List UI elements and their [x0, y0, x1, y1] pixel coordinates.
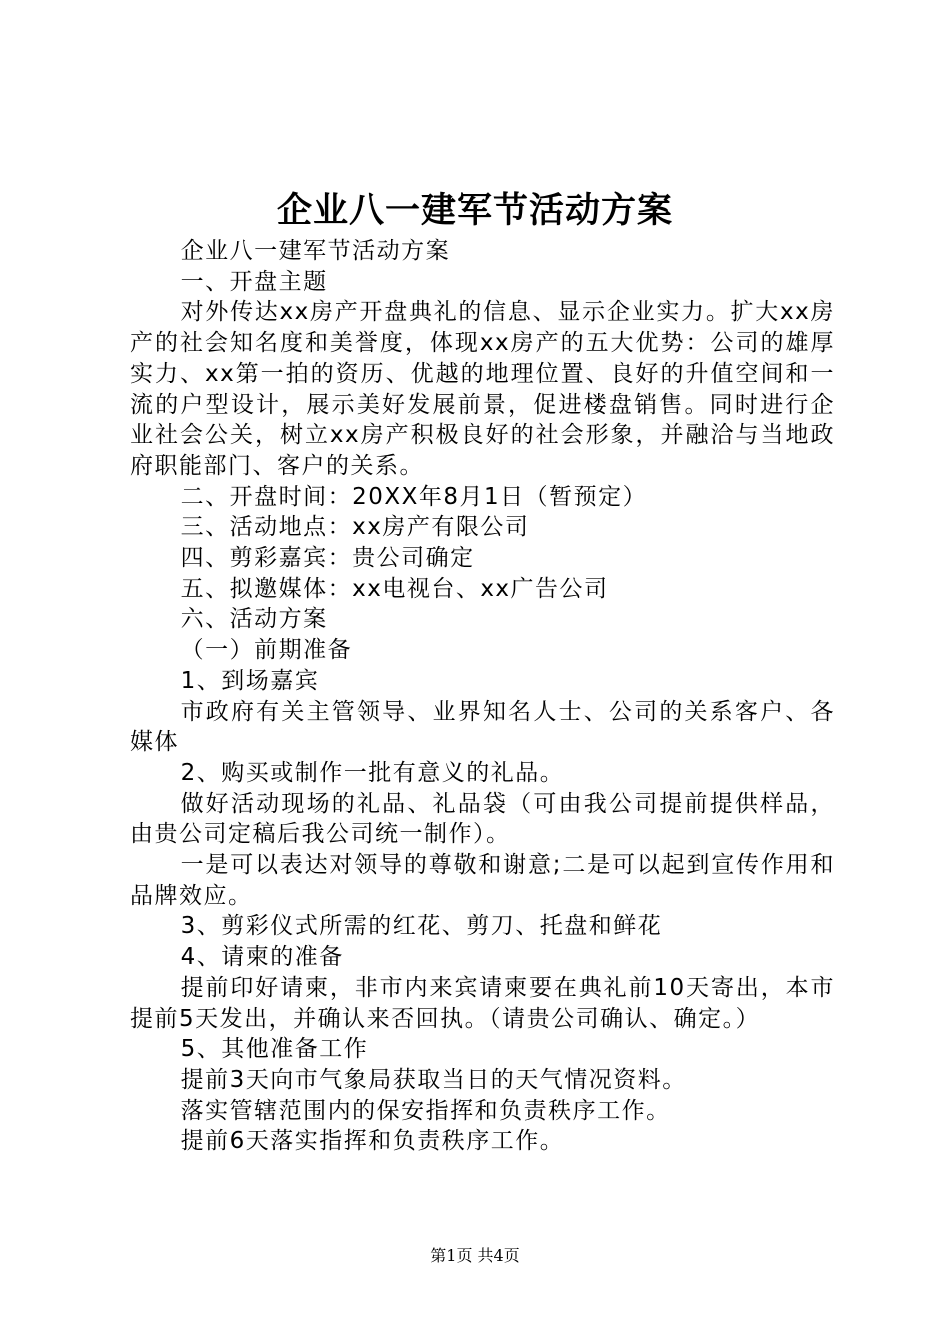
item-ribbon: 3、剪彩仪式所需的红花、剪刀、托盘和鲜花 [180, 913, 663, 940]
item-gifts: 2、购买或制作一批有意义的礼品。 [180, 759, 565, 786]
item-other: 5、其他准备工作 [180, 1036, 369, 1063]
heading-plan: 六、活动方案 [180, 606, 328, 633]
document-body [130, 236, 835, 1157]
item-guests: 1、到场嘉宾 [180, 667, 320, 694]
heading-guests: 四、剪彩嘉宾：贵公司确定 [180, 545, 475, 572]
page-number: 第1页 共4页 [430, 1246, 520, 1265]
document-title: 企业八一建军节活动方案 [276, 190, 673, 231]
paragraph-theme: 对外传达xx房产开盘典礼的信息、显示企业实力。扩大xx房产的社会知名度和美誉度，体现xx房产的五大优势：公司的雄厚实力、xx第一拍的资历、优越的地理位置、良好的升值空间和一流的户型设计，展示美好发展前景，促进楼盘销售。同时进行企业社会公关，树立xx房产积极良好的社会形象，并融洽与当地政府职能部门、客户的关系。 [130, 299, 835, 479]
paragraph-subtitle: 企业八一建军节活动方案 [180, 238, 451, 264]
heading-time: 二、开盘时间：20XX年8月1日（暂预定） [180, 483, 648, 510]
heading-media: 五、拟邀媒体：xx电视台、xx广告公司 [180, 575, 609, 602]
heading-theme: 一、开盘主题 [180, 268, 328, 295]
paragraph-guests: 市政府有关主管领导、业界知名人士、公司的关系客户、各媒体 [130, 698, 835, 756]
paragraph-command: 提前6天落实指挥和负责秩序工作。 [180, 1128, 565, 1155]
heading-preparation: （一）前期准备 [180, 637, 353, 664]
item-invitations: 4、请柬的准备 [180, 944, 344, 971]
paragraph-gifts: 做好活动现场的礼品、礼品袋（可由我公司提前提供样品，由贵公司定稿后我公司统一制作）。 [130, 790, 835, 848]
paragraph-invitations: 提前印好请柬，非市内来宾请柬要在典礼前10天寄出，本市提前5天发出，并确认来否回执。（请贵公司确认、确定。） [130, 974, 835, 1032]
paragraph-gifts-purpose: 一是可以表达对领导的尊敬和谢意;二是可以起到宣传作用和品牌效应。 [130, 852, 835, 909]
paragraph-security: 落实管辖范围内的保安指挥和负责秩序工作。 [180, 1097, 671, 1124]
heading-location: 三、活动地点：xx房产有限公司 [180, 514, 530, 541]
paragraph-weather: 提前3天向市气象局获取当日的天气情况资料。 [180, 1066, 687, 1093]
